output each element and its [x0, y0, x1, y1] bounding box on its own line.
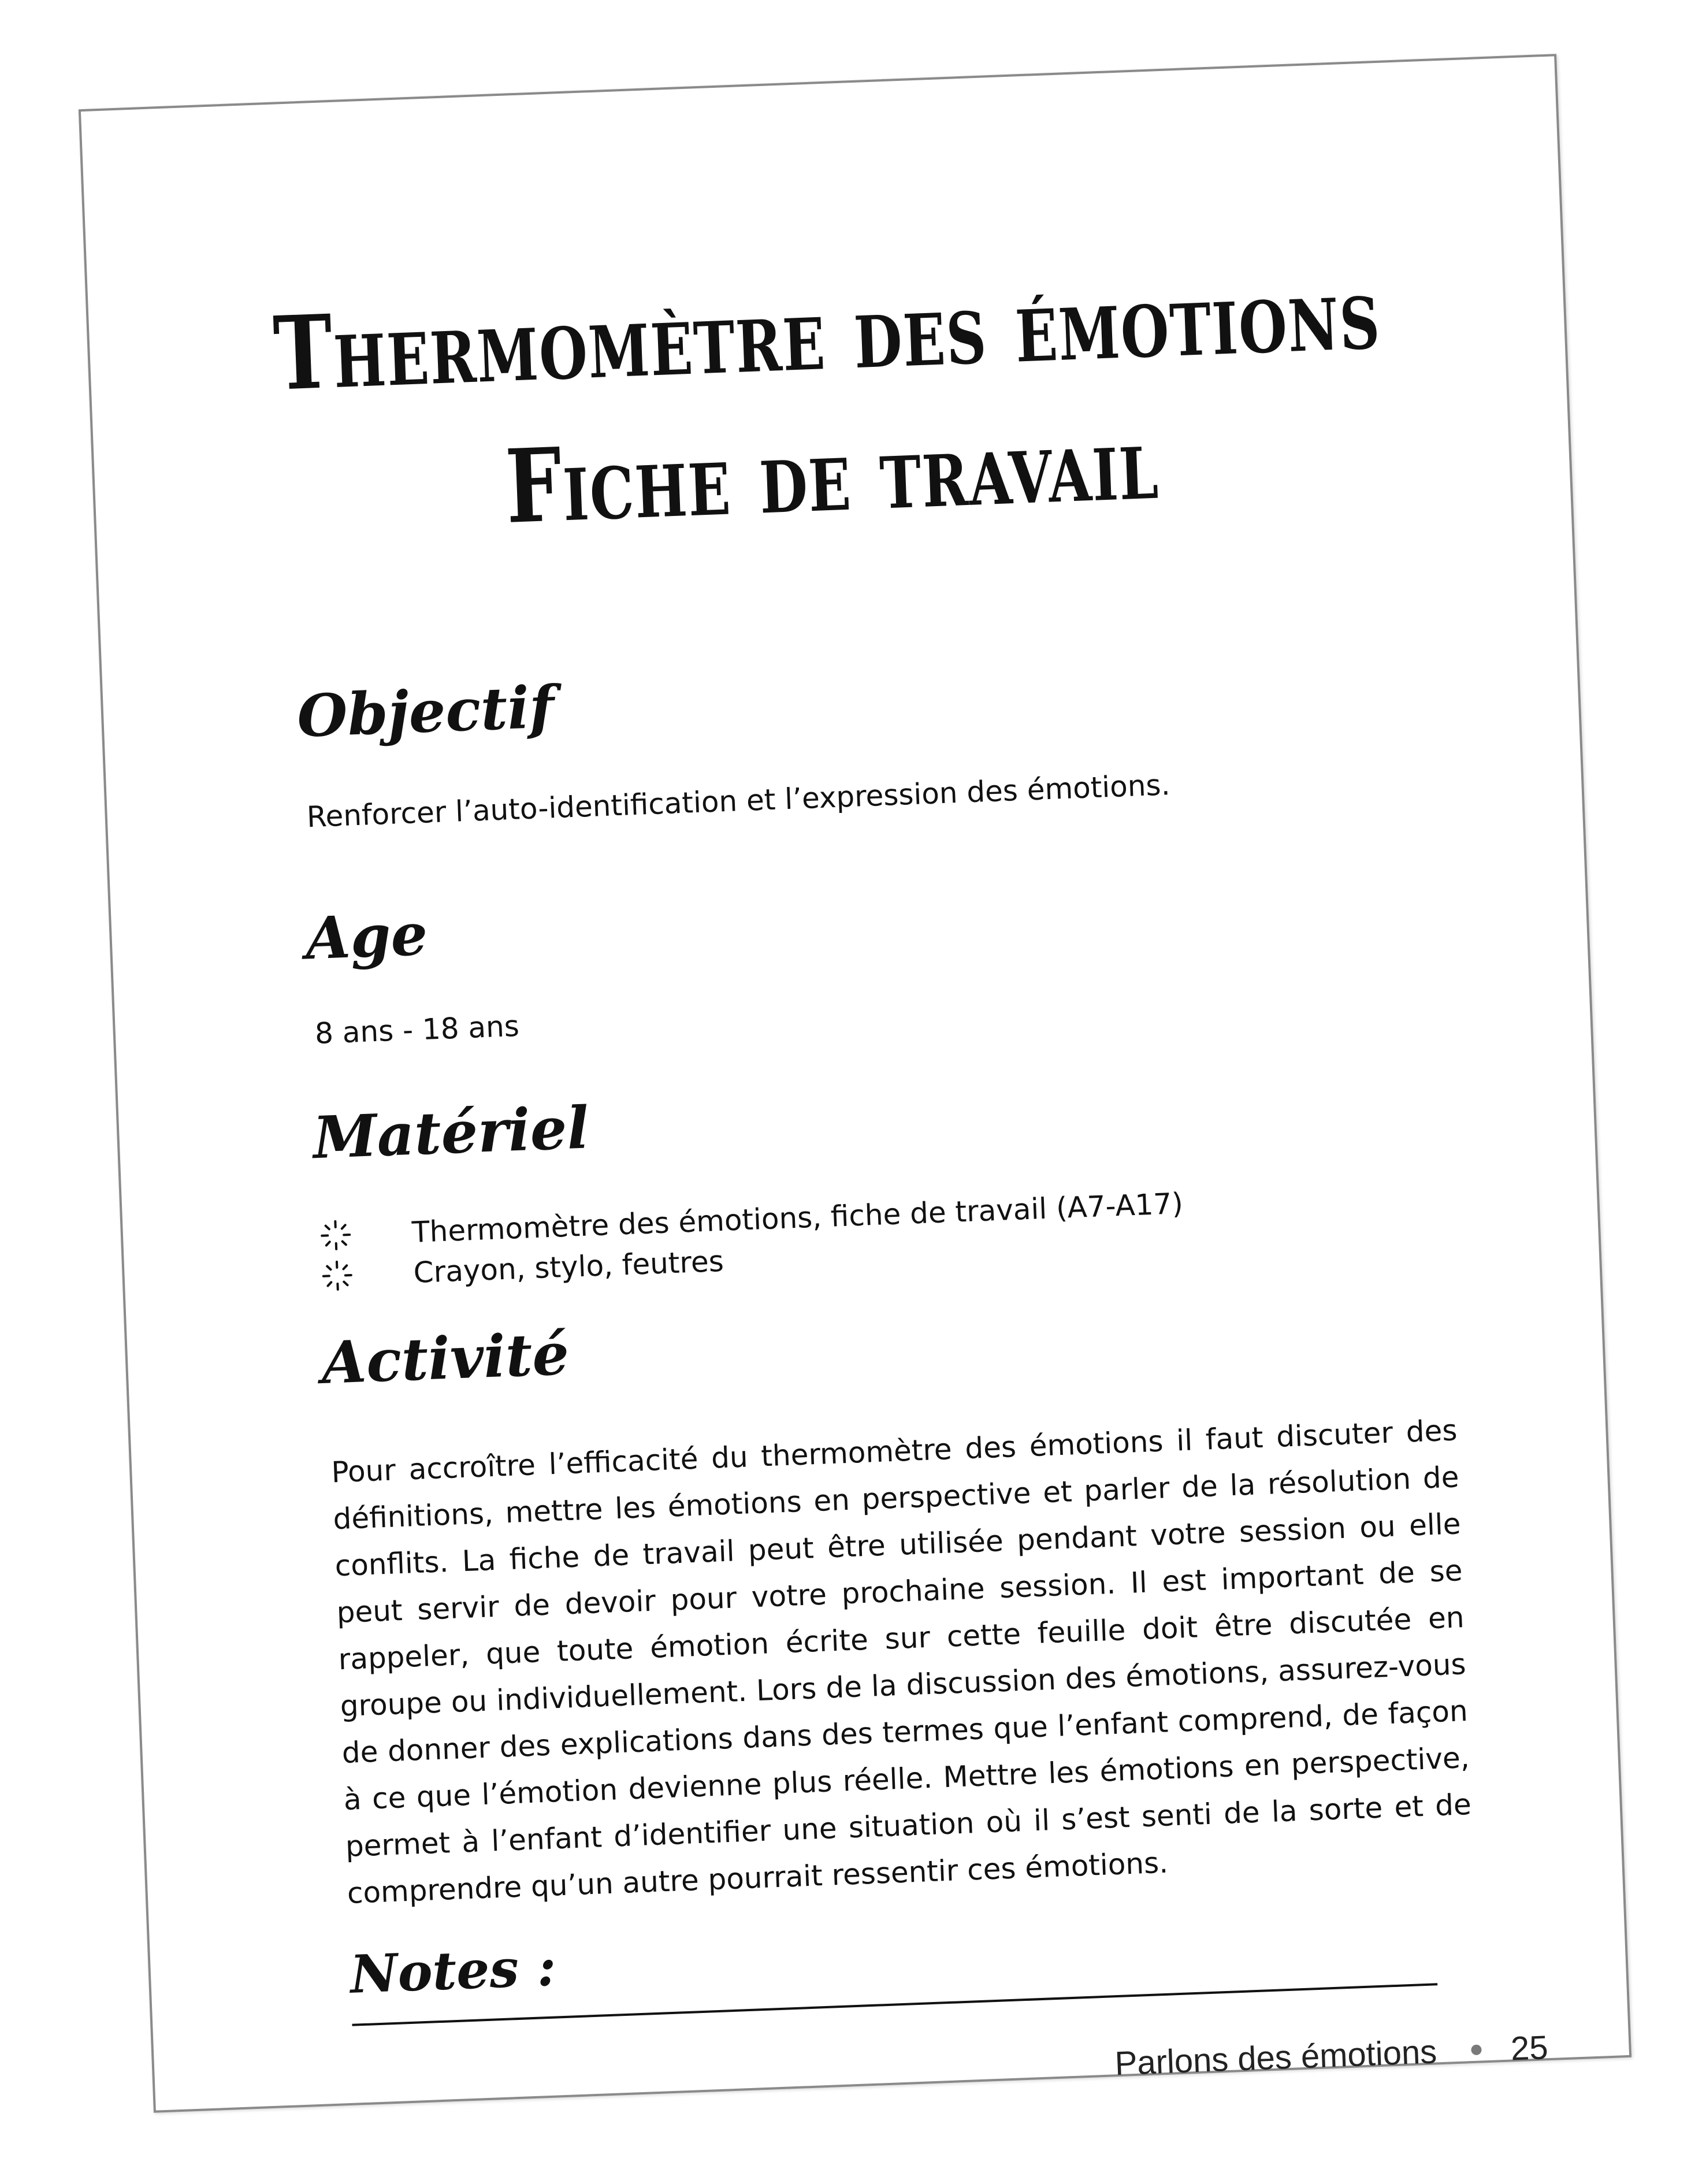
- title-line-1: Thermomètre des émotions: [271, 254, 1382, 414]
- age-heading: Age: [304, 900, 429, 973]
- title-line-2: Fiche de travail: [503, 403, 1161, 547]
- notes-label: Notes :: [349, 1936, 557, 2005]
- materiel-item-label: Crayon, stylo, feutres: [412, 1244, 724, 1290]
- materiel-heading: Matériel: [311, 1093, 590, 1172]
- objectif-heading: Objectif: [296, 673, 556, 751]
- page-number: 25: [1510, 2029, 1549, 2068]
- sparkle-burst-icon: [321, 1259, 354, 1292]
- objectif-text: Renforcer l’auto-identification et l’expression des émotions.: [306, 768, 1171, 834]
- age-text: 8 ans - 18 ans: [314, 1009, 520, 1050]
- footer-book-title: Parlons des émotions: [1114, 2033, 1438, 2083]
- footer-bullet-dot: [1471, 2044, 1482, 2055]
- activite-text: Pour accroître l’efficacité du thermomètre des émotions il faut discuter des définitions, mettre les émotions en perspective et parler de la résolution de conflits. La fiche de travail peut être utilisée pendant votre session ou elle peut servir de devoir pour votre prochaine session. Il est important de se rappeler, que toute émotion écrite sur cette feuille doit être discutée en groupe ou individuellement. Lors de la discussion des émotions, assurez-vous de donner des explications dans des termes que l’enfant comprend, de façon à ce que l’émotion devienne plus réelle. Mettre les émotions en perspective, permet à l’enfant d’identifier une situation où il s’est senti de la sorte et de comprendre qu’un autre pourrait ressentir ces émotions.: [330, 1413, 1472, 1910]
- sparkle-burst-icon: [319, 1219, 352, 1252]
- activite-heading: Activité: [320, 1319, 570, 1397]
- page-footer: [1114, 2031, 1549, 2081]
- worksheet-page: [79, 54, 1631, 2113]
- materiel-item-label: Thermomètre des émotions, fiche de travail (A7-A17): [411, 1186, 1184, 1249]
